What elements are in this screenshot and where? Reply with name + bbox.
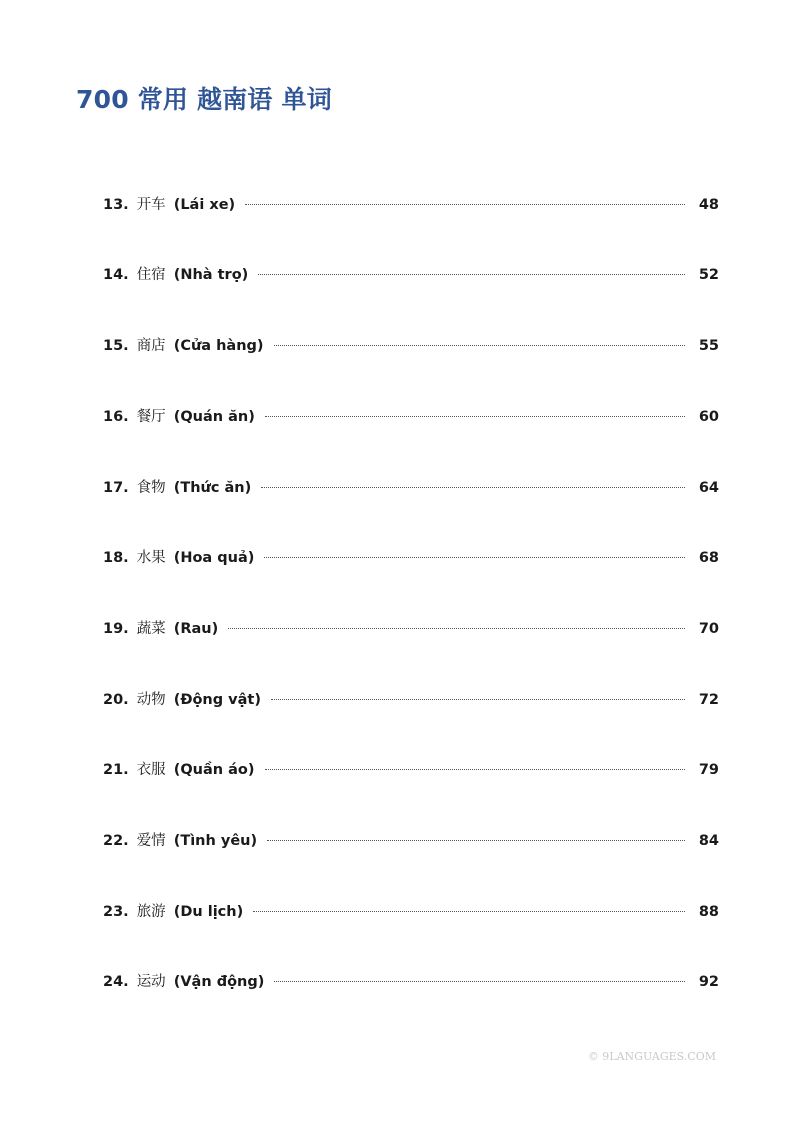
toc-page-number: 52 <box>698 267 719 283</box>
toc-vietnamese-title: (Vận động) <box>173 974 265 990</box>
toc-leader-dots <box>245 203 685 205</box>
toc-chinese-title: 商店 <box>136 338 166 354</box>
toc-leader-dots <box>228 627 685 629</box>
toc-number: 15. <box>103 338 129 354</box>
toc-page-number: 55 <box>698 338 719 354</box>
toc-row[interactable] <box>103 546 719 570</box>
toc-vietnamese-title: (Rau) <box>173 621 219 637</box>
toc-row[interactable] <box>103 263 719 287</box>
toc-vietnamese-title: (Cửa hàng) <box>173 338 264 354</box>
toc-leader-dots <box>274 344 685 346</box>
toc-row[interactable] <box>103 688 719 712</box>
toc-leader-dots <box>258 273 685 275</box>
toc-chinese-title: 旅游 <box>136 904 166 920</box>
toc-chinese-title: 运动 <box>136 974 166 990</box>
toc-row[interactable] <box>103 758 719 782</box>
toc-page-number: 84 <box>698 833 719 849</box>
toc-page-number: 68 <box>698 550 719 566</box>
toc-leader-dots <box>271 698 685 700</box>
toc-number: 22. <box>103 833 129 849</box>
toc-vietnamese-title: (Lái xe) <box>173 197 236 213</box>
toc-row[interactable] <box>103 970 719 994</box>
page-title: 700 常用 越南语 单词 <box>76 85 332 114</box>
toc-vietnamese-title: (Thức ăn) <box>173 480 252 496</box>
toc-vietnamese-title: (Động vật) <box>173 692 261 708</box>
toc-chinese-title: 爱情 <box>136 833 166 849</box>
toc-row[interactable] <box>103 193 719 217</box>
toc-page-number: 72 <box>698 692 719 708</box>
toc-page-number: 88 <box>698 904 719 920</box>
toc-page-number: 60 <box>698 409 719 425</box>
toc-leader-dots <box>253 910 685 912</box>
toc-leader-dots <box>265 415 685 417</box>
toc-leader-dots <box>264 556 684 558</box>
toc-chinese-title: 开车 <box>136 197 166 213</box>
toc-page-number: 92 <box>698 974 719 990</box>
toc-number: 17. <box>103 480 129 496</box>
toc-page-number: 64 <box>698 480 719 496</box>
toc-page-number: 79 <box>698 762 719 778</box>
watermark: © 9LANGUAGES.COM <box>587 1050 716 1063</box>
toc-row[interactable] <box>103 476 719 500</box>
toc-leader-dots <box>267 839 685 841</box>
toc-chinese-title: 衣服 <box>136 762 166 778</box>
toc-vietnamese-title: (Quán ăn) <box>173 409 255 425</box>
toc-row[interactable] <box>103 829 719 853</box>
toc-vietnamese-title: (Du lịch) <box>173 904 244 920</box>
toc-number: 21. <box>103 762 129 778</box>
toc-row[interactable] <box>103 405 719 429</box>
toc-chinese-title: 食物 <box>136 480 166 496</box>
toc-number: 16. <box>103 409 129 425</box>
toc-number: 20. <box>103 692 129 708</box>
toc-leader-dots <box>265 768 685 770</box>
toc-chinese-title: 餐厅 <box>136 409 166 425</box>
toc-number: 23. <box>103 904 129 920</box>
toc-number: 24. <box>103 974 129 990</box>
toc-number: 19. <box>103 621 129 637</box>
toc-page-number: 48 <box>698 197 719 213</box>
toc-number: 14. <box>103 267 129 283</box>
toc-leader-dots <box>261 486 685 488</box>
toc-page-number: 70 <box>698 621 719 637</box>
toc-row[interactable] <box>103 900 719 924</box>
toc-chinese-title: 水果 <box>136 550 166 566</box>
toc-row[interactable] <box>103 334 719 358</box>
toc-chinese-title: 蔬菜 <box>136 621 166 637</box>
toc-chinese-title: 住宿 <box>136 267 166 283</box>
toc-vietnamese-title: (Nhà trọ) <box>173 267 249 283</box>
toc-leader-dots <box>274 980 684 982</box>
toc-vietnamese-title: (Tình yêu) <box>173 833 258 849</box>
toc-vietnamese-title: (Quần áo) <box>173 762 255 778</box>
toc-number: 18. <box>103 550 129 566</box>
toc-number: 13. <box>103 197 129 213</box>
toc-row[interactable] <box>103 617 719 641</box>
toc-vietnamese-title: (Hoa quả) <box>173 550 255 566</box>
toc-chinese-title: 动物 <box>136 692 166 708</box>
